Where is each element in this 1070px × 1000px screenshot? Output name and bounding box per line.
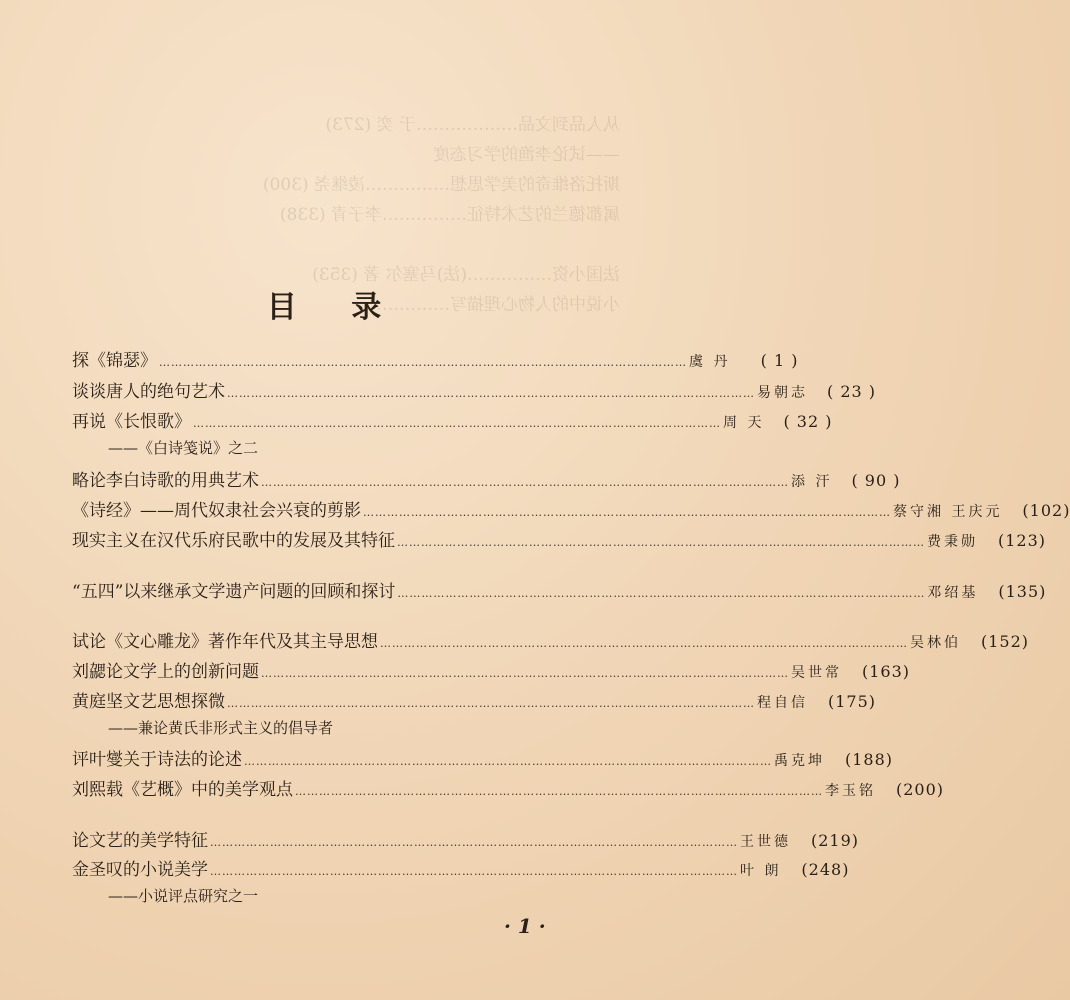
entry-page: (102) — [1022, 501, 1070, 520]
toc-entry[interactable] — [72, 407, 833, 433]
entry-subtitle: ——小说评点研究之一 — [108, 887, 259, 905]
entry-author: 程自信 — [757, 695, 808, 711]
toc-entry[interactable] — [72, 466, 901, 492]
entry-page: (152) — [980, 632, 1029, 651]
entry-page: ( 32 ) — [783, 412, 833, 431]
leader-dots: …………………………………………………………………………………………………………………… — [363, 506, 891, 519]
entry-title: 论文艺的美学特征 — [72, 831, 208, 851]
entry-title: 试论《文心雕龙》著作年代及其主导思想 — [72, 632, 378, 652]
entry-page: (163) — [861, 662, 910, 681]
page-number: · 1 · — [504, 914, 546, 938]
entry-title: 刘勰论文学上的创新问题 — [72, 662, 259, 682]
toc-entry[interactable] — [72, 377, 876, 403]
entry-author: 虞 丹 — [689, 354, 731, 370]
entry-title: 金圣叹的小说美学 — [72, 860, 208, 880]
toc-entry[interactable] — [72, 627, 1029, 653]
leader-dots: …………………………………………………………………………………………………………………… — [210, 865, 738, 878]
entry-title: “五四”以来继承文学遗产问题的回顾和探讨 — [72, 582, 396, 602]
entry-author: 添 汗 — [791, 474, 833, 490]
leader-dots: …………………………………………………………………………………………………………………… — [227, 697, 755, 710]
leader-dots: …………………………………………………………………………………………………………………… — [397, 587, 926, 600]
entry-author: 李玉铭 — [825, 783, 876, 799]
leader-dots: …………………………………………………………………………………………………………………… — [261, 476, 789, 489]
leader-dots: …………………………………………………………………………………………………………………… — [261, 667, 789, 680]
entry-title: 探《锦瑟》 — [72, 351, 157, 371]
entry-author: 王世德 — [740, 834, 791, 850]
leader-dots: …………………………………………………………………………………………………………………… — [227, 387, 755, 400]
toc-entry[interactable] — [72, 775, 944, 801]
entry-page: (219) — [810, 831, 859, 850]
entry-title: 现实主义在汉代乐府民歌中的发展及其特征 — [72, 531, 395, 551]
entry-page: (188) — [844, 750, 893, 769]
entry-page: ( 90 ) — [851, 471, 901, 490]
entry-page: (175) — [827, 692, 876, 711]
entry-author: 易朝志 — [757, 385, 808, 401]
entry-title: 黄庭坚文艺思想探微 — [72, 692, 225, 712]
entry-title: 再说《长恨歌》 — [72, 412, 191, 432]
toc-entry[interactable] — [72, 496, 1070, 522]
toc-title: 目 录 — [266, 290, 404, 325]
leader-dots: …………………………………………………………………………………………………………………… — [193, 417, 721, 430]
leader-dots: …………………………………………………………………………………………………………………… — [159, 356, 687, 369]
leader-dots: …………………………………………………………………………………………………………………… — [380, 637, 908, 650]
entry-page: ( 23 ) — [826, 382, 876, 401]
show-through-text: 从人品到文品………………于 奕 (273) ——试论李渔的学习态度 斯托洛维奇的美学思想……………凌继尧 (300) 属都德兰的艺术特征……………李子青 (338) 法国小资……………(法)马塞尔 著 (353) 小说中的人物心理描写…………… — [262, 115, 620, 315]
toc-entry[interactable] — [72, 526, 1046, 552]
toc-entry[interactable] — [72, 855, 850, 881]
toc-entry[interactable] — [72, 657, 910, 683]
entry-subtitle: ——兼论黄氏非形式主义的倡导者 — [108, 719, 334, 737]
entry-title: 评叶燮关于诗法的论述 — [72, 750, 242, 770]
entry-author: 邓绍基 — [927, 585, 979, 601]
entry-author: 费秉勋 — [927, 534, 978, 550]
entry-author: 吴世常 — [791, 665, 842, 681]
entry-title: 略论李白诗歌的用典艺术 — [72, 471, 259, 491]
toc-entry[interactable] — [72, 745, 893, 771]
leader-dots: …………………………………………………………………………………………………………………… — [210, 836, 738, 849]
entry-page: ( 1 ) — [760, 351, 799, 370]
entry-author: 禹克坤 — [774, 753, 825, 769]
entry-title: 谈谈唐人的绝句艺术 — [72, 382, 225, 402]
entry-title: 《诗经》——周代奴隶社会兴衰的剪影 — [72, 501, 361, 521]
toc-entry[interactable] — [72, 346, 799, 372]
entry-page: (135) — [998, 582, 1047, 601]
entry-title: 刘熙载《艺概》中的美学观点 — [72, 780, 293, 800]
entry-author: 蔡守湘 王庆元 — [893, 504, 1003, 520]
entry-page: (200) — [895, 780, 944, 799]
leader-dots: …………………………………………………………………………………………………………………… — [244, 755, 772, 768]
entry-page: (123) — [997, 531, 1046, 550]
entry-page: (248) — [801, 860, 850, 879]
entry-subtitle: ——《白诗笺说》之二 — [108, 439, 259, 457]
entry-author: 叶 朗 — [740, 863, 782, 879]
leader-dots: …………………………………………………………………………………………………………………… — [397, 536, 925, 549]
toc-entry[interactable] — [72, 687, 876, 713]
toc-entry[interactable] — [72, 826, 859, 852]
leader-dots: …………………………………………………………………………………………………………………… — [295, 785, 823, 798]
toc-entry[interactable] — [72, 577, 1047, 603]
entry-author: 周 天 — [723, 415, 765, 431]
entry-author: 吴林伯 — [910, 635, 961, 651]
